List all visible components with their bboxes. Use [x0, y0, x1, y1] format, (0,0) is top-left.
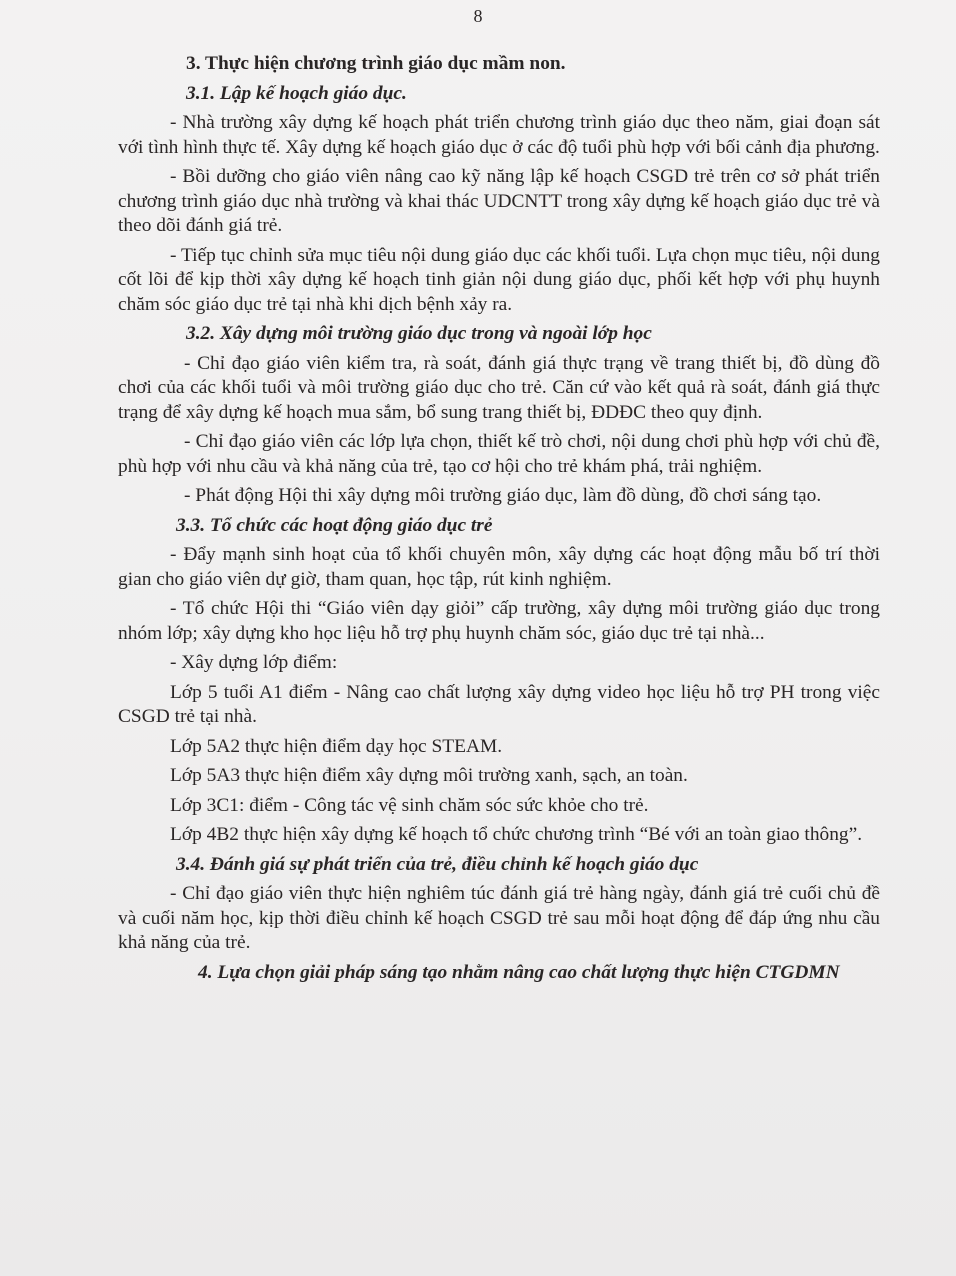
model-class-item: Lớp 5A3 thực hiện điểm xây dựng môi trường xanh, sạch, an toàn. — [170, 765, 688, 786]
subsection-title-3-3: 3.3. Tổ chức các hoạt động giáo dục trẻ — [176, 514, 493, 536]
paragraph: - Tiếp tục chỉnh sửa mục tiêu nội dung giáo dục các khối tuổi. Lựa chọn mục tiêu, nội dung cốt lõi để kịp thời xây dựng kế hoạch tinh giản nội dung giáo dục, phối kết hợp với phụ huynh chăm sóc giáo dục trẻ tại nhà khi dịch bệnh xảy ra. — [118, 244, 880, 315]
model-class-item: Lớp 5 tuổi A1 điểm - Nâng cao chất lượng xây dựng video học liệu hỗ trợ PH trong việc CSGD trẻ tại nhà. — [118, 681, 880, 727]
paragraph: - Bồi dưỡng cho giáo viên nâng cao kỹ năng lập kế hoạch CSGD trẻ trên cơ sở phát triển chương trình giáo dục nhà trường và khai thác UDCNTT trong xây dựng kế hoạch giáo dục trẻ và theo dõi đánh giá trẻ. — [118, 166, 880, 236]
paragraph: - Chỉ đạo giáo viên thực hiện nghiêm túc đánh giá trẻ hàng ngày, đánh giá trẻ cuối chủ đề và cuối năm học, kịp thời điều chỉnh kế hoạch CSGD trẻ sau mỗi hoạt động để đáp ứng nhu cầu khả năng của trẻ. — [118, 883, 880, 953]
section-heading-3: 3. Thực hiện chương trình giáo dục mầm non. — [186, 53, 566, 74]
paragraph: - Tổ chức Hội thi “Giáo viên dạy giỏi” cấp trường, xây dựng môi trường giáo dục trong nhóm lớp; xây dựng kho học liệu hỗ trợ phụ huynh chăm sóc, giáo dục trẻ tại nhà... — [118, 598, 880, 644]
model-class-item: Lớp 5A2 thực hiện điểm dạy học STEAM. — [170, 735, 503, 757]
paragraph: - Chỉ đạo giáo viên kiểm tra, rà soát, đánh giá thực trạng về trang thiết bị, đồ dùng đồ chơi của các khối tuổi và môi trường giáo dục cho trẻ. Căn cứ vào kết quả rà soát, đánh giá thực trạng để xây dựng kế hoạch mua sắm, bổ sung trang thiết bị, ĐDĐC theo quy định. — [118, 352, 880, 423]
paragraph: - Đẩy mạnh sinh hoạt của tổ khối chuyên môn, xây dựng các hoạt động mẫu bố trí thời gian cho giáo viên dự giờ, tham quan, học tập, rút kinh nghiệm. — [118, 544, 880, 590]
document-body — [118, 52, 880, 990]
paragraph: - Nhà trường xây dựng kế hoạch phát triển chương trình giáo dục theo năm, giai đoạn sát với tình hình thực tế. Xây dựng kế hoạch giáo dục ở các độ tuổi phù hợp với bối cảnh địa phương. — [118, 112, 880, 158]
subsection-title-3-2: 3.2. Xây dựng môi trường giáo dục trong và ngoài lớp học — [186, 323, 652, 344]
section-heading-4: 4. Lựa chọn giải pháp sáng tạo nhằm nâng cao chất lượng thực hiện CTGDMN — [198, 961, 840, 983]
subsection-title-3-4: 3.4. Đánh giá sự phát triển của trẻ, điều chỉnh kế hoạch giáo dục — [176, 853, 699, 875]
model-class-item: Lớp 3C1: điểm - Công tác vệ sinh chăm sóc sức khỏe cho trẻ. — [170, 794, 649, 816]
page-number: 8 — [473, 6, 483, 26]
subsection-title-3-1: 3.1. Lập kế hoạch giáo dục. — [186, 82, 407, 104]
paragraph: - Phát động Hội thi xây dựng môi trường giáo dục, làm đồ dùng, đồ chơi sáng tạo. — [184, 485, 822, 506]
paragraph: - Xây dựng lớp điểm: — [170, 652, 338, 673]
paragraph: - Chỉ đạo giáo viên các lớp lựa chọn, thiết kế trò chơi, nội dung chơi phù hợp với chủ đề, phù hợp với nhu cầu và khả năng của trẻ, tạo cơ hội cho trẻ khám phá, trải nghiệm. — [118, 431, 880, 477]
model-class-item: Lớp 4B2 thực hiện xây dựng kế hoạch tổ chức chương trình “Bé với an toàn giao thông”. — [170, 824, 863, 845]
